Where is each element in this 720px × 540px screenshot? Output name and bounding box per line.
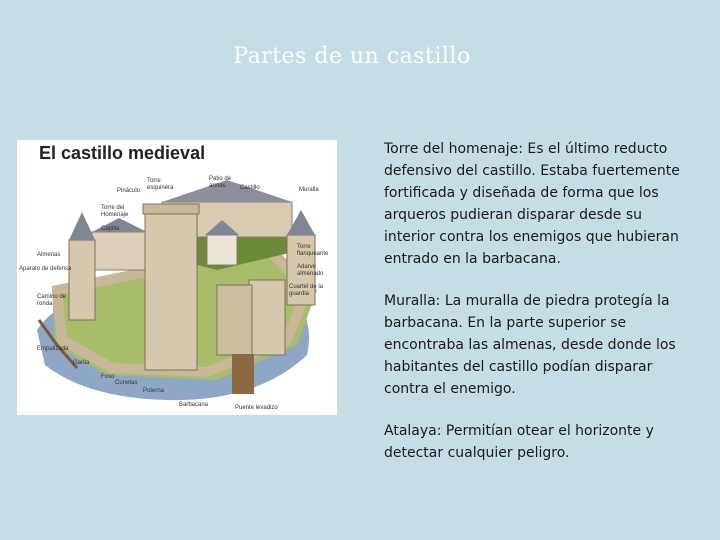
figure-heading: El castillo medieval [39, 143, 206, 163]
label-foso: Foso [101, 374, 115, 380]
label-almenas: Almenas [37, 252, 61, 258]
label-barbacana: Barbacana [179, 402, 209, 408]
slide-title: Partes de un castillo [233, 44, 471, 69]
label-empalizada: Empalizada [37, 346, 69, 352]
drawbridge [232, 354, 254, 394]
castle-illustration [17, 140, 337, 415]
label-torre-homenaje: Torre del Homenaje [101, 205, 129, 218]
label-poterna: Poterna [143, 388, 165, 394]
label-cunetas: Cunetas [115, 380, 138, 386]
label-pinaculo: Pináculo [117, 188, 141, 194]
label-cuartel-guardia: Cuartel de la guardia [289, 284, 324, 297]
label-patio-armas: Patio de armas [209, 176, 232, 189]
paragraph-torre-homenaje: Torre del homenaje: Es el último reducto defensivo del castillo. Estaba fuertemente fortificada y diseñada de forma que los arqueros pudieran disparar desde su interior contra los enemigos que hubieran entrado en la barbacana. [384, 141, 680, 267]
label-torre-flanqueante: Torre flanqueante [297, 244, 329, 257]
label-aparato-defensa: Aparato de defensa [19, 266, 72, 272]
label-puente-levadizo: Puente levadizo [235, 405, 278, 411]
label-torre-esquinera: Torre esquinera [147, 178, 174, 191]
label-camino-ronda: Camino de ronda [37, 294, 67, 307]
barbican [217, 285, 252, 355]
paragraph-atalaya: Atalaya: Permitían otear el horizonte y detectar cualquier peligro. [384, 423, 654, 461]
house [207, 235, 237, 265]
label-muralla: Muralla [299, 187, 319, 193]
label-castillo: Castillo [240, 185, 260, 191]
paragraph-muralla: Muralla: La muralla de piedra protegía la barbacana. En la parte superior se encontraba las almenas, desde donde los habitantes del castillo podían disparar contra el enemigo. [384, 293, 676, 397]
chapel [92, 232, 147, 270]
left-tower-roof [69, 212, 95, 240]
label-capilla: Capilla [101, 226, 120, 232]
keep-battlement [143, 204, 199, 214]
label-garita: Garita [73, 360, 90, 366]
left-tower [69, 240, 95, 320]
content-text [384, 138, 684, 484]
keep-tower [145, 210, 197, 370]
label-adarve-almenado: Adarve almenado [297, 264, 324, 277]
gatehouse [249, 280, 285, 355]
